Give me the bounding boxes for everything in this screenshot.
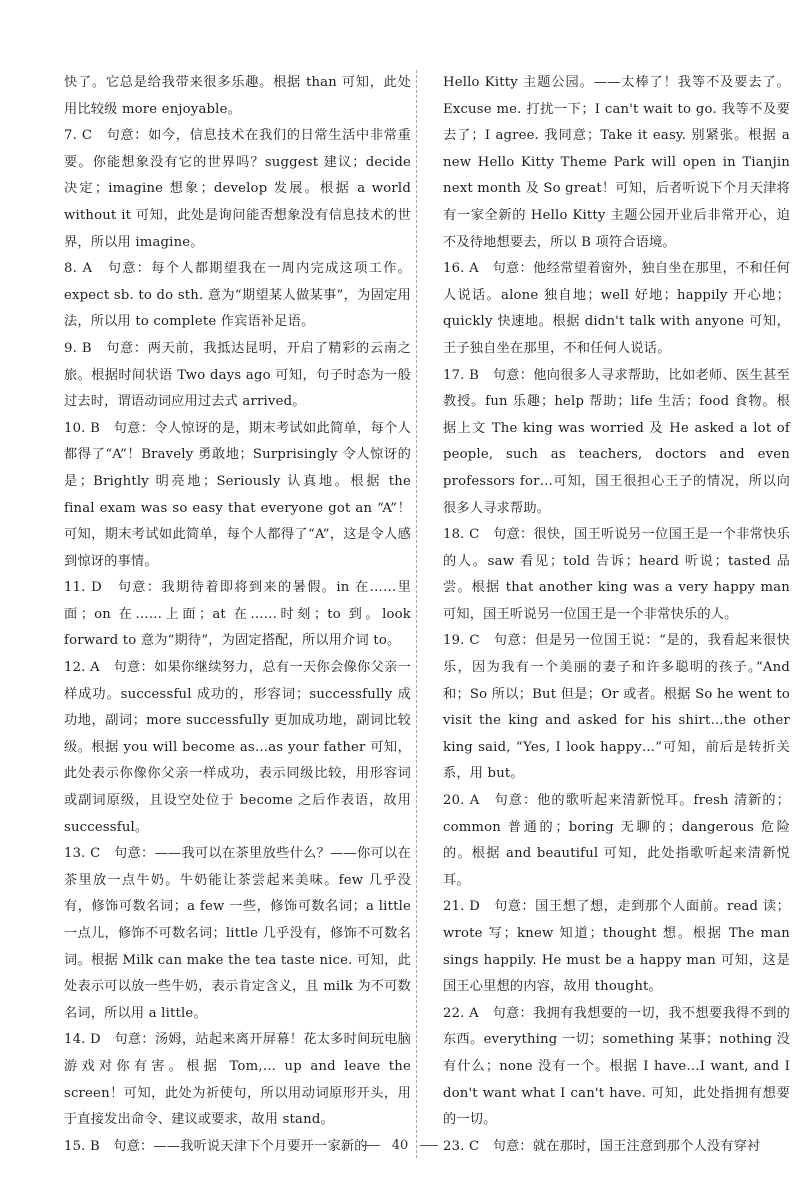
paragraph: 快了。它总是给我带来很多乐趣。根据 than 可知，此处用比较级 more enjoyable。 [64, 75, 411, 117]
answer-item-19: 19. C 句意：但是另一位国王说：“是的，我看起来很快乐，因为我有一个美丽的妻子和许多聪明的孩子。”And 和；So 所以；But 但是；Or 或者。根据 So he went to visit the king and asked for his shirt…the other king said, “Yes, I look happy…”可知，前后是转折关系，用 but。 [443, 633, 790, 782]
answer-item-15: 15. B 句意：——我听说天津下个月要开一家新的 [64, 1138, 368, 1154]
page-number: 40 [391, 1138, 409, 1153]
answer-item-14: 14. D 句意：汤姆，站起来离开屏幕！花太多时间玩电脑游戏对你有害。根据 Tom,… up and leave the screen！可知，此处为祈使句，所以用动词原形开头，用于直接发出命令、建议或要求，故用 stand。 [64, 1032, 411, 1128]
answer-item-21: 21. D 句意：国王想了想，走到那个人面前。read 读；wrote 写；knew 知道；thought 想。根据 The man sings happily. He must be a happy man 可知，这是国王心里想的内容，故用 thought。 [443, 899, 790, 995]
right-column [443, 70, 790, 1160]
answer-item-7: 7. C 句意：如今，信息技术在我们的日常生活中非常重要。你能想象没有它的世界吗？suggest 建议；decide 决定；imagine 想象；develop 发展。根据 a world without it 可知，此处是询问能否想象没有信息技术的世界，所以用 imagine。 [64, 128, 411, 250]
footer-dash-left [362, 1145, 380, 1146]
answer-item-18: 18. C 句意：很快，国王听说另一位国王是一个非常快乐的人。saw 看见；told 告诉；heard 听说；tasted 品尝。根据 that another king was a very happy man 可知，国王听说另一位国王是一个非常快乐的人。 [443, 527, 790, 622]
paragraph: Hello Kitty 主题公园。——太棒了！我等不及要去了。Excuse me. 打扰一下；I can't wait to go. 我等不及要去了；I agree. 我同意；Take it easy. 别紧张。根据 a new Hello Kitty Theme Park will open in Tianjin next month 及 So great！可知，后者听说下个月天津将有一家全新的 Hello Kitty 主题公园开业后非常开心，迫不及待地想要去，所以 B 项符合语境。 [443, 75, 790, 250]
answer-item-20: 20. A 句意：他的歌听起来清新悦耳。fresh 清新的；common 普通的；boring 无聊的；dangerous 危险的。根据 and beautiful 可知，此处指歌听起来清新悦耳。 [443, 793, 790, 888]
answer-item-10: 10. B 句意：令人惊讶的是，期末考试如此简单，每个人都得了“A”！Bravely 勇敢地；Surprisingly 令人惊讶的是；Brightly 明亮地；Seriously 认真地。根据 the final exam was so easy that everyone got an “A”！可知，期末考试如此简单，每个人都得了“A”，这是令人感到惊讶的事情。 [64, 420, 411, 569]
answer-item-16: 16. A 句意：他经常望着窗外，独自坐在那里，不和任何人说话。alone 独自地；well 好地；happily 开心地；quickly 快速地。根据 didn't talk with anyone 可知，王子独自坐在那里，不和任何人说话。 [443, 261, 790, 356]
column-divider [416, 70, 417, 1158]
answer-item-23: 23. C 句意：就在那时，国王注意到那个人没有穿衬 [443, 1138, 761, 1154]
answer-item-13: 13. C 句意：——我可以在茶里放些什么？——你可以在茶里放一点牛奶。牛奶能让茶尝起来美味。few 几乎没有，修饰可数名词；a few 一些，修饰可数名词；a little 一点儿，修饰不可数名词；little 几乎没有，修饰不可数名词。根据 Milk can make the tea taste nice. 可知，此处表示可以放一些牛奶，表示肯定含义，且 milk 为不可数名词，所以用 a little。 [64, 846, 411, 1021]
answer-item-9: 9. B 句意：两天前，我抵达昆明，开启了精彩的云南之旅。根据时间状语 Two days ago 可知，句子时态为一般过去时，谓语动词应用过去式 arrived。 [64, 340, 411, 410]
answer-item-17: 17. B 句意：他向很多人寻求帮助，比如老师、医生甚至教授。fun 乐趣；help 帮助；life 生活；food 食物。根据上文 The king was worried 及 He asked a lot of people, such as teachers, doctors and even professors for…可知，国王很担心王子的情况，所以向很多人寻求帮助。 [443, 367, 790, 516]
left-column [64, 70, 411, 1160]
answer-item-8: 8. A 句意：每个人都期望我在一周内完成这项工作。expect sb. to do sth. 意为“期望某人做某事”，为固定用法，所以用 to complete 作宾语补足语。 [64, 261, 411, 330]
answer-item-22: 22. A 句意：我拥有我想要的一切，我不想要我得不到的东西。everything 一切；something 某事；nothing 没有什么；none 没有一个。根据 I have…I want, and I don't want what I can't have. 可知，此处指拥有想要的一切。 [443, 1005, 790, 1128]
answer-item-11: 11. D 句意：我期待着即将到来的暑假。in 在……里面；on 在……上面；at 在……时刻；to 到。look forward to 意为“期待”，为固定搭配，所以用介词 to。 [64, 580, 411, 649]
footer-dash-right [420, 1145, 438, 1146]
answer-item-12: 12. A 句意：如果你继续努力，总有一天你会像你父亲一样成功。successful 成功的，形容词；successfully 成功地，副词；more successfully 更加成功地，副词比较级。根据 you will become as…as your father 可知，此处表示你像你父亲一样成功，表示同级比较，用形容词或副词原级，且设空处位于 become 之后作表语，故用 successful。 [64, 660, 411, 835]
page-footer [0, 1138, 800, 1153]
